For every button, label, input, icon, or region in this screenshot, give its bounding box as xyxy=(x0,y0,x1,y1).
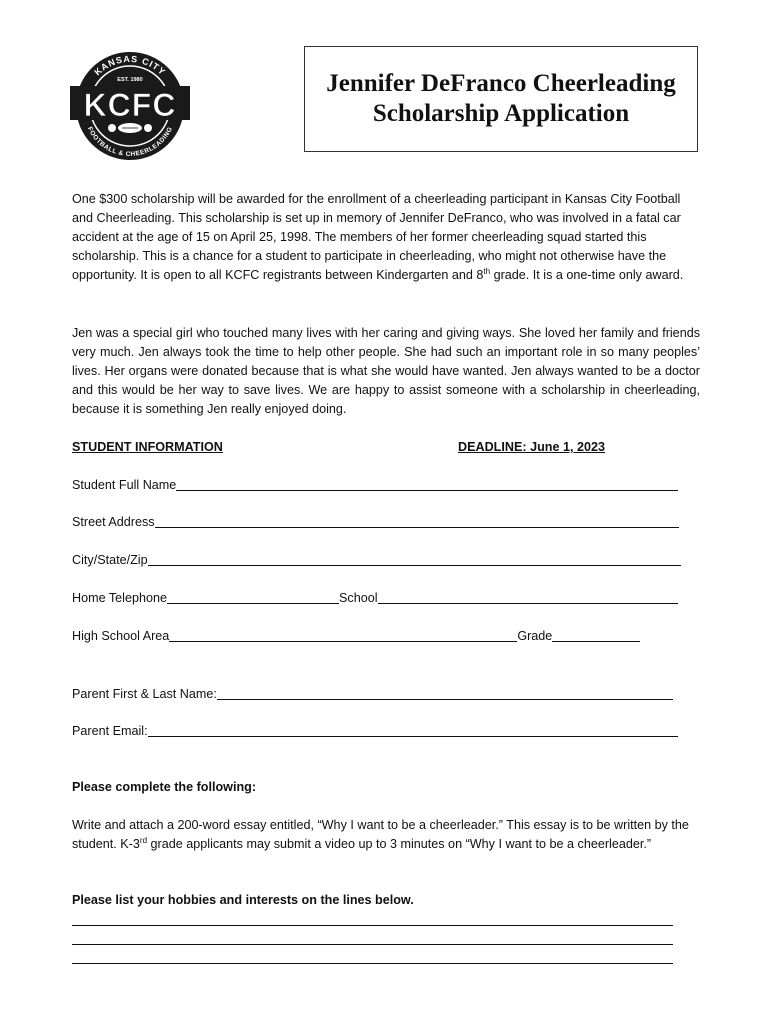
section-heading-row xyxy=(72,438,700,457)
grade-label: Grade xyxy=(517,629,553,643)
grade-line[interactable] xyxy=(552,627,640,642)
deadline-text: DEADLINE: June 1, 2023 xyxy=(458,440,605,454)
intro-paragraph-1: One $300 scholarship will be awarded for the enrollment of a cheerleading participant in Kansas City Football and Cheerleading. This scholarship is set up in memory of Jennifer DeFranco, who was involved in a fatal car accident at the age of 15 on April 25, 1998. The members of her former cheerleading squad started this scholarship. This is a chance for a student to participate in cheerleading, who might not otherwise have the opportunity. It is open to all KCFC registrants between Kindergarten and 8th grade. It is a one-time only award. xyxy=(72,192,684,282)
title-line-1: Jennifer DeFranco Cheerleading xyxy=(326,70,676,97)
parent-name-label: Parent First & Last Name: xyxy=(72,687,217,701)
street-address-line[interactable] xyxy=(155,513,679,528)
high-school-area-label: High School Area xyxy=(72,629,170,643)
complete-following-heading: Please complete the following: xyxy=(72,780,257,794)
parent-name-line[interactable] xyxy=(217,685,673,700)
pompom-right-icon xyxy=(144,124,152,132)
essay-instructions: Write and attach a 200-word essay entitled, “Why I want to be a cheerleader.” This essay is to be written by the student. K-3rd grade applicants may submit a video up to 3 minutes on “Why I want to be a cheerleader.” xyxy=(72,818,689,851)
parent-email-line[interactable] xyxy=(148,722,678,737)
logo-bottom-text: FOOTBALL & CHEERLEADING xyxy=(85,125,175,159)
student-info-heading: STUDENT INFORMATION xyxy=(72,440,223,454)
city-state-zip-row xyxy=(72,551,681,570)
intro-paragraph-2: Jen was a special girl who touched many lives with her caring and giving ways. She loved her family and friends very much. Jen always took the time to help other people. She had such an important role in so many peoples’ lives. Her organs were donated because that is what she would have wanted. Jen always wanted to be a doctor and this would be her way to save lives. We are happy to assist someone with a scholarship in cheerleading, because it is something Jen really enjoyed doing. xyxy=(72,326,700,416)
logo-est-text: EST. 1980 xyxy=(117,77,143,83)
page-title xyxy=(326,69,675,129)
title-box xyxy=(304,46,698,152)
high-school-area-line[interactable] xyxy=(169,627,517,642)
student-full-name-line[interactable] xyxy=(176,476,678,491)
pompom-left-icon xyxy=(108,124,116,132)
hobby-line-3[interactable] xyxy=(72,963,673,964)
student-full-name-row xyxy=(72,476,678,495)
hobbies-heading: Please list your hobbies and interests on the lines below. xyxy=(72,893,414,907)
high-school-grade-row xyxy=(72,627,640,646)
hobby-line-2[interactable] xyxy=(72,944,673,945)
street-address-label: Street Address xyxy=(72,515,155,529)
kcfc-logo-graphic xyxy=(70,50,190,162)
city-state-zip-label: City/State/Zip xyxy=(72,553,148,567)
parent-email-row xyxy=(72,722,678,741)
logo-top-text: KANSAS CITY xyxy=(92,53,168,78)
title-line-2: Scholarship Application xyxy=(372,100,630,127)
student-full-name-label: Student Full Name xyxy=(72,478,177,492)
school-line[interactable] xyxy=(378,589,678,604)
school-label: School xyxy=(339,591,378,605)
kcfc-logo xyxy=(70,50,190,162)
parent-email-label: Parent Email: xyxy=(72,724,148,738)
telephone-school-row xyxy=(72,589,678,608)
city-state-zip-line[interactable] xyxy=(148,551,681,566)
home-telephone-label: Home Telephone xyxy=(72,591,167,605)
logo-main-text: KCFC xyxy=(83,87,177,123)
hobby-line-1[interactable] xyxy=(72,925,673,926)
street-address-row xyxy=(72,513,679,532)
home-telephone-line[interactable] xyxy=(167,589,339,604)
parent-name-row xyxy=(72,685,673,704)
